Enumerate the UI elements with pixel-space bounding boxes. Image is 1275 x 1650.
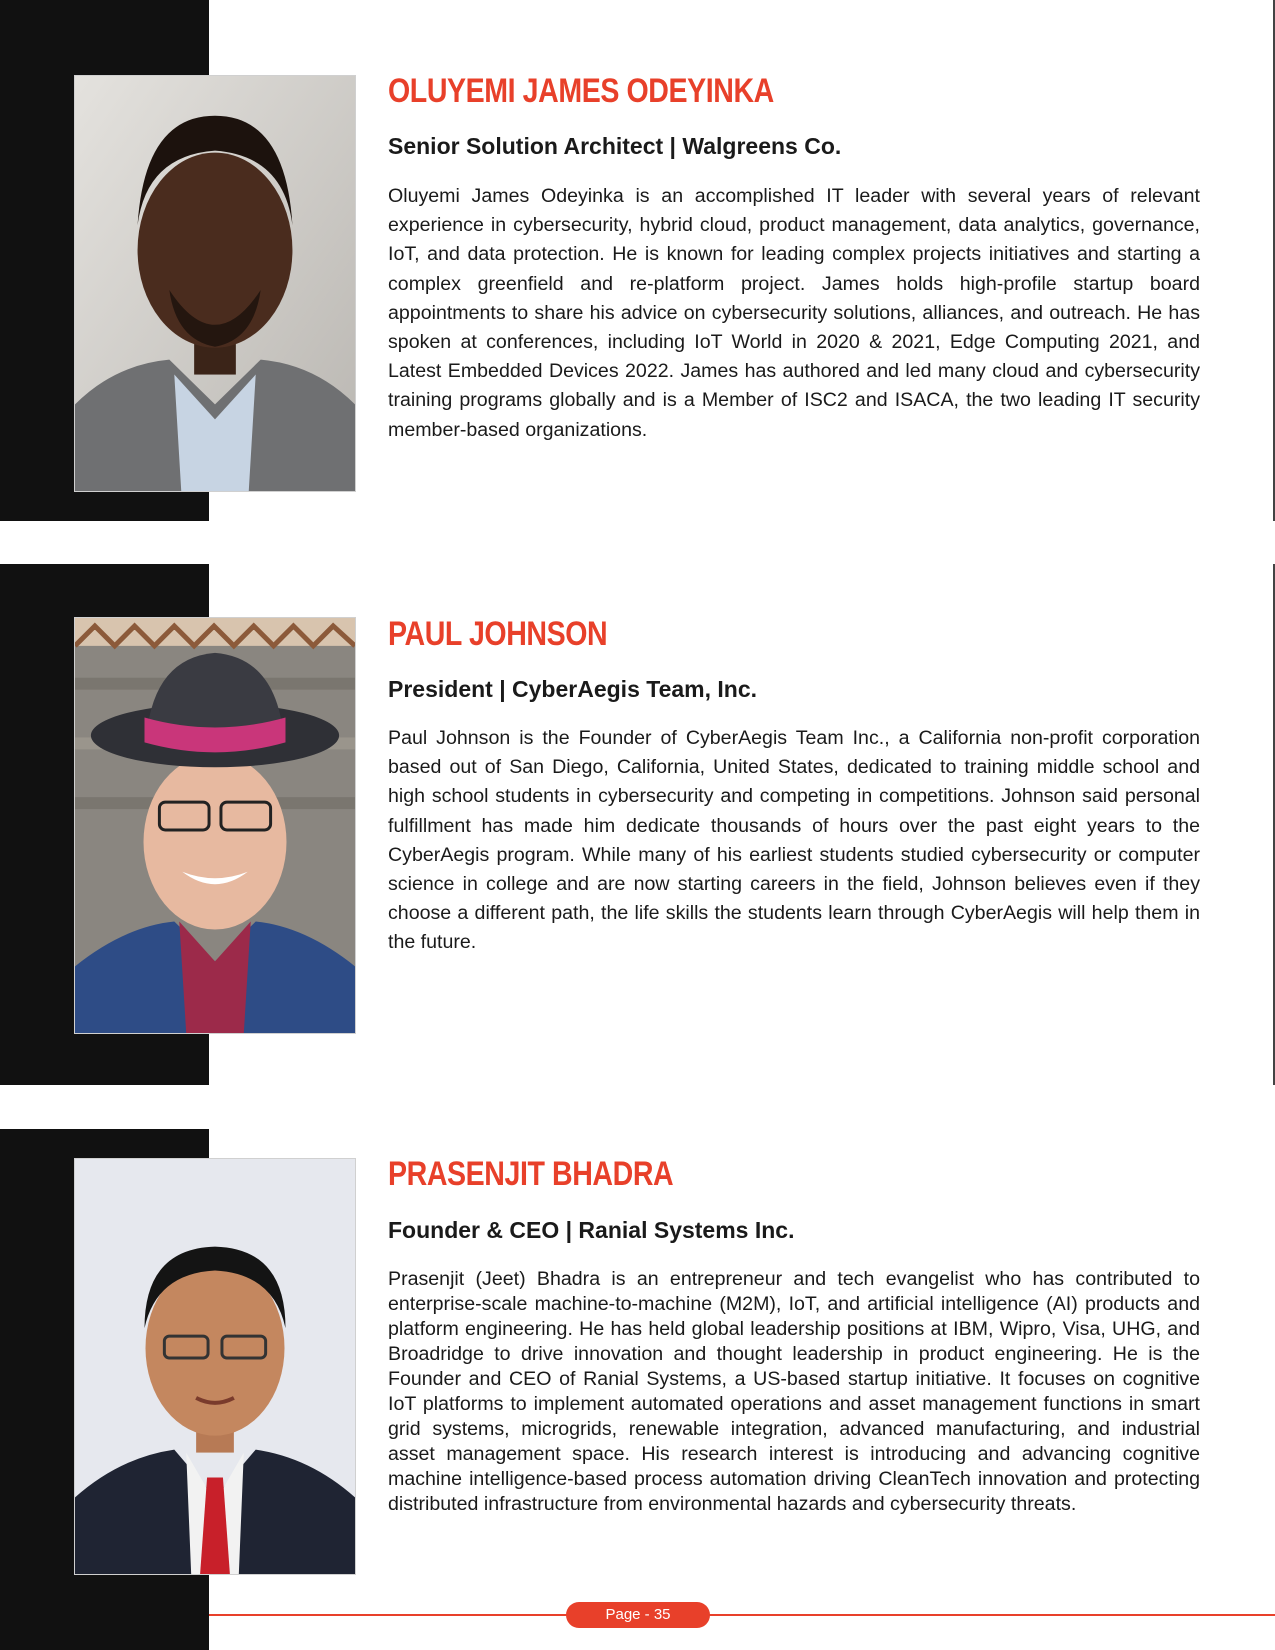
speaker-name-1: OLUYEMI JAMES ODEYINKA: [388, 72, 774, 110]
speaker-photo-1: [74, 75, 356, 492]
speaker-bio-1: Oluyemi James Odeyinka is an accomplished IT leader with several years of relevant experience in cybersecurity, hybrid cloud, product management, data analytics, governance, IoT, and data protection. He is known for leading complex projects initiatives and starting a complex greenfield and re-platform project. James holds high-profile startup board appointments to share his advice on cybersecurity solutions, alliances, and outreach. He has spoken at conferences, including IoT World in 2020 & 2021, Edge Computing 2021, and Latest Embedded Devices 2022. James has authored and led many cloud and cybersecurity training programs globally and is a Member of ISC2 and ISACA, the two leading IT security member-based organizations.: [388, 185, 1200, 441]
footer-rule: [209, 1614, 1275, 1616]
speaker-name-3: PRASENJIT BHADRA: [388, 1155, 674, 1193]
speaker-role-1: Senior Solution Architect | Walgreens Co.: [388, 133, 842, 159]
speaker-photo-3: [74, 1158, 356, 1575]
page-number-badge: Page - 35: [566, 1602, 710, 1628]
speaker-photo-2: [74, 617, 356, 1034]
speaker-role-3: Founder & CEO | Ranial Systems Inc.: [388, 1217, 795, 1243]
speaker-bio-3: Prasenjit (Jeet) Bhadra is an entrepreneur and tech evangelist who has contributed to enterprise-scale machine-to-machine (M2M), IoT, and artificial intelligence (AI) products and platform engineering. He has held global leadership positions at IBM, Wipro, Visa, UHG, and Broadridge to drive innovation and thought leadership in product engineering. He is the Founder and CEO of Ranial Systems, a US-based startup initiative. It focuses on cognitive IoT platforms to implement automated operations and asset management functions in smart grid systems, microgrids, renewable integration, advanced manufacturing, and industrial asset management space. His research interest is introducing and advancing cognitive machine intelligence-based process automation driving CleanTech innovation and protecting distributed infrastructure from environmental hazards and cybersecurity threats.: [388, 1268, 1200, 1515]
speaker-name-2: PAUL JOHNSON: [388, 615, 608, 653]
speaker-role-2: President | CyberAegis Team, Inc.: [388, 676, 758, 702]
speaker-bio-2: Paul Johnson is the Founder of CyberAegis Team Inc., a California non-profit corporation based out of San Diego, California, United States, dedicated to training middle school and high school students in cybersecurity and competing in competitions. Johnson said personal fulfillment has made him dedicate thousands of hours over the past eight years to the CyberAegis program. While many of his earliest students studied cybersecurity or computer science in college and are now starting careers in the field, Johnson believes even if they choose a different path, the life skills the students learn through CyberAegis will help them in the future.: [388, 727, 1200, 954]
